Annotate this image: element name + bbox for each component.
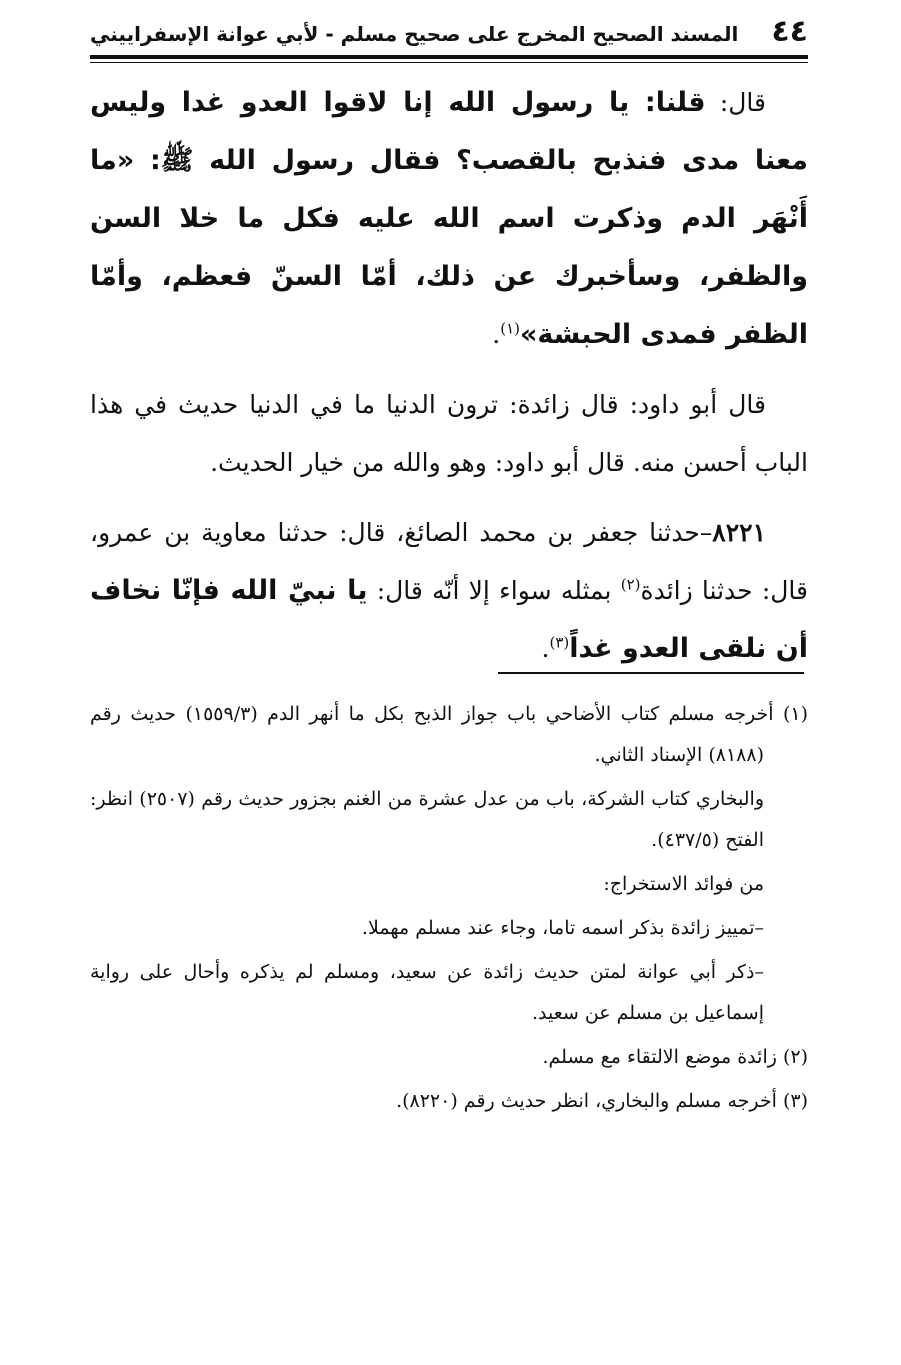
page-number: ٤٤: [771, 14, 808, 49]
hadith-matn-bold: قلنا: يا رسول الله إنا لاقوا العدو غدا وليس معنا مدى فنذبح بالقصب؟ فقال رسول الله ﷺ: «ما أَنْهَر الدم وذكرت اسم الله عليه فكل ما خلا السن والظفر، وسأخبرك عن ذلك، أمّا السنّ فعظم، وأمّا الظفر فمدى الحبشة»: [90, 87, 808, 350]
footnote-1: (١) أخرجه مسلم كتاب الأضاحي باب جواز الذبح بكل ما أنهر الدم (١٥٥٩/٣) حديث رقم (٨١٨٨) الإسناد الثاني.: [90, 703, 808, 766]
main-text: [90, 74, 808, 690]
paragraph-hadith-8221: [90, 504, 808, 678]
hadith-number: ٨٢٢١: [712, 518, 766, 547]
paragraph-abu-dawud: [90, 376, 808, 492]
footnote-2: (٢) زائدة موضع الالتقاء مع مسلم.: [542, 1046, 808, 1068]
paragraph-hadith-text: [90, 74, 808, 364]
paragraph-end: .: [492, 320, 501, 349]
footnote-ref-2[interactable]: (٢): [620, 575, 641, 594]
running-header: [90, 8, 808, 52]
paragraph-text: قال أبو داود: قال زائدة: ترون الدنيا ما في الدنيا حديث في هذا الباب أحسن منه. قال أبو داود: وهو والله من خيار الحديث.: [90, 390, 808, 477]
footnote-ref-3[interactable]: (٣): [549, 633, 570, 652]
footnote-1-benefit-1: –تمييز زائدة بذكر اسمه تاما، وجاء عند مسلم مهملا.: [361, 917, 764, 939]
footnote-separator: [498, 672, 804, 674]
footnote-1-bukhari: والبخاري كتاب الشركة، باب من عدل عشرة من الغنم بجزور حديث رقم (٢٥٠٧) انظر: الفتح (٤٣٧/٥).: [90, 788, 764, 851]
paragraph-end: .: [541, 634, 550, 663]
footnotes: [90, 694, 808, 1125]
header-title: المسند الصحيح المخرج على صحيح مسلم - لأبي عوانة الإسفراييني: [90, 22, 739, 46]
footnote-1-benefit-2: –ذكر أبي عوانة لمتن حديث زائدة عن سعيد، ومسلم لم يذكره وأحال على رواية إسماعيل بن مسلم عن سعيد.: [90, 961, 764, 1024]
paragraph-text: –حدثنا جعفر بن محمد الصائغ، قال: حدثنا معاوية بن عمرو، قال: حدثنا زائدة: [90, 518, 808, 605]
footnote-3: (٣) أخرجه مسلم والبخاري، انظر حديث رقم (٨٢٢٠).: [396, 1090, 808, 1112]
paragraph-text: قال:: [705, 88, 766, 117]
header-rule: [90, 55, 808, 59]
paragraph-text: بمثله سواء إلا أنّه قال:: [367, 576, 621, 605]
footnote-1-benefits-heading: من فوائد الاستخراج:: [603, 873, 764, 895]
hadith-matn-bold: يا نبيّ الله فإنّا نخاف أن نلقى العدو غداً: [90, 575, 808, 664]
footnote-ref-1[interactable]: (١): [500, 319, 520, 338]
header-rule-thin: [90, 62, 808, 63]
